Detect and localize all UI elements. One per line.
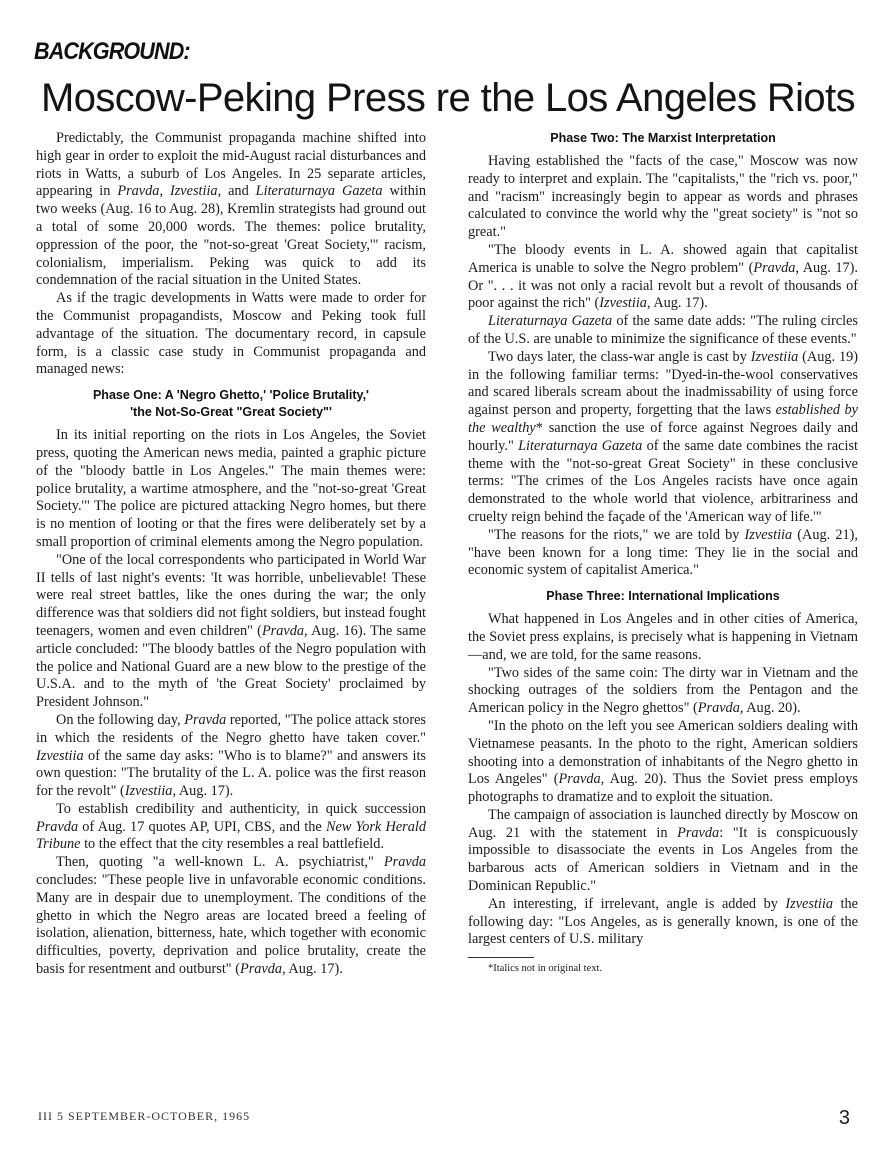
left-column: [36, 130, 426, 979]
paragraph: An interesting, if irrelevant, angle is added by Izvestiia the following day: "Los Angeles, as is generally known, is one of the largest centers of U.S. military: [468, 895, 858, 948]
paragraph: "In the photo on the left you see American soldiers dealing with Vietnamese peasants. In the photo to the right, American soldiers shooting into a demonstration of inhabitants of the Negro ghetto in Los Angeles" (Pravda, Aug. 20). Thus the Soviet press employs photographs to dramatize and to exploit the situation.: [468, 717, 858, 806]
paragraph: Then, quoting "a well-known L. A. psychiatrist," Pravda concludes: "These people live in unfavorable economic conditions. Many are in despair due to unemployment. The conditions of the ghetto in which the Negro areas are located breed a feeling of isolation, alienation, bitterness, hate, which together with economic difficulties, poverty, deprivation and police brutality, create the basis for resentment and outburst" (Pravda, Aug. 17).: [36, 854, 426, 978]
footnote: *Italics not in original text.: [488, 963, 603, 975]
paragraph: "The reasons for the riots," we are told by Izvestiia (Aug. 21), "have been known for a long time: They lie in the social and economic system of capitalist America.": [468, 526, 858, 579]
paragraph: The campaign of association is launched directly by Moscow on Aug. 21 with the statement in Pravda: "It is conspicuously impossible to disassociate the events in Los Angeles from the barbarous acts of American soldiers in Vietnam and in the Dominican Republic.": [468, 806, 858, 895]
paragraph: As if the tragic developments in Watts were made to order for the Communist propagandists, Moscow and Peking took full advantage of the situation. The documentary record, in capsule form, is a classic case study in Communist propaganda and managed news:: [36, 290, 426, 378]
paragraph: Having established the "facts of the case," Moscow was now ready to interpret and explain. The "capitalists," the "rich vs. poor," and "racism" increasingly begin to appear as words and phrases calculated to convince the world why the "great society" is "not so great.": [468, 153, 858, 241]
article-title: Moscow-Peking Press re the Los Angeles Riots: [41, 76, 855, 120]
issue-folio: III 5 SEPTEMBER-OCTOBER, 1965: [38, 1109, 251, 1123]
paragraph: Two days later, the class-war angle is cast by Izvestiia (Aug. 19) in the following familiar terms: "Dyed-in-the-wool conservatives and scared liberals scream about the inadmissability of using force against person and property, forgetting that the laws established by the wealthy* sanction the use of force against Negroes daily and hourly." Literaturnaya Gazeta of the same date combines the racist theme with the "not-so-great Great Society" in these conclusive terms: "The crimes of the Los Angeles racists have once again demonstrated to the whole world that violence, arbitrariness and cruelty reign behind the façade of the 'American way of life.'": [468, 348, 859, 525]
phase-two-heading: Phase Two: The Marxist Interpretation: [550, 131, 776, 145]
paragraph: "Two sides of the same coin: The dirty war in Vietnam and the shocking outrages of the soldiers from the Pentagon and the American policy in the Negro ghettos" (Pravda, Aug. 20).: [468, 664, 858, 717]
paragraph: Predictably, the Communist propaganda machine shifted into high gear in order to exploit the mid-August racial disturbances and riots in Watts, a suburb of Los Angeles. In 25 separate articles, appearing in Pravda, Izvestiia, and Literaturnaya Gazeta within two weeks (Aug. 16 to Aug. 28), Kremlin strategists had ground out a total of some 20,000 words. The themes: police brutality, oppression of the poor, the "not-so-great 'Great Society,'" racism, colonialism, imperialism. Peking was quick to add its condemnation of the racial situation in the United States.: [36, 130, 426, 289]
paragraph: "The bloody events in L. A. showed again that capitalist America is unable to solve the Negro problem" (Pravda, Aug. 17). Or ". . . it was not only a racial revolt but a revolt of thousands of poor against the rich" (Izvestiia, Aug. 17).: [468, 241, 858, 312]
footnote-divider: [468, 957, 534, 958]
right-column: [468, 130, 858, 976]
paragraph: In its initial reporting on the riots in Los Angeles, the Soviet press, quoting the American news media, painted a graphic picture of the "bloody battle in Los Angeles." The main themes were: police brutality, a wartime atmosphere, and the "not-so-great 'Great Society.'" The police are pictured attacking Negro homes, but there is no mention of looting or that the fires were deliberately set by a small proportion of criminal elements among the Negro population.: [36, 427, 426, 550]
paragraph: Literaturnaya Gazeta of the same date adds: "The ruling circles of the U.S. are unable to minimize the significance of these events.": [468, 313, 858, 347]
paragraph: What happened in Los Angeles and in other cities of America, the Soviet press explains, is precisely what is happening in Vietnam—and, we are told, for the same reasons.: [468, 611, 858, 663]
paragraph: On the following day, Pravda reported, "The police attack stores in which the residents of the Negro ghetto have taken cover." Izvestiia of the same day asks: "Who is to blame?" and answers its own question: "The brutality of the L. A. police was the first reason for the revolt" (Izvestiia, Aug. 17).: [36, 711, 426, 800]
phase-three-heading: Phase Three: International Implications: [546, 589, 780, 604]
paragraph: "One of the local correspondents who participated in World War II tells of last night's events: 'It was horrible, unbelievable! These were real street battles, like the ones during the war; the only difference was that soldiers did not fight soldiers, but instead fought teenagers, women and even children" (Pravda, Aug. 16). The same article concluded: "The bloody battles of the Negro population with the police and National Guard are a new blow to the prestige of the U.S.A. and to the myth of 'the Great Society' proclaimed by President Johnson.": [36, 551, 426, 711]
page-number: 3: [838, 1107, 850, 1129]
phase-one-heading: Phase One: A 'Negro Ghetto,' 'Police Brutality,' 'the Not-So-Great "Great Society"': [92, 388, 370, 420]
section-kicker: BACKGROUND:: [34, 38, 190, 65]
paragraph: To establish credibility and authenticity, in quick succession Pravda of Aug. 17 quotes AP, UPI, CBS, and the New York Herald Tribune to the effect that the city resembles a real battlefield.: [36, 800, 426, 853]
